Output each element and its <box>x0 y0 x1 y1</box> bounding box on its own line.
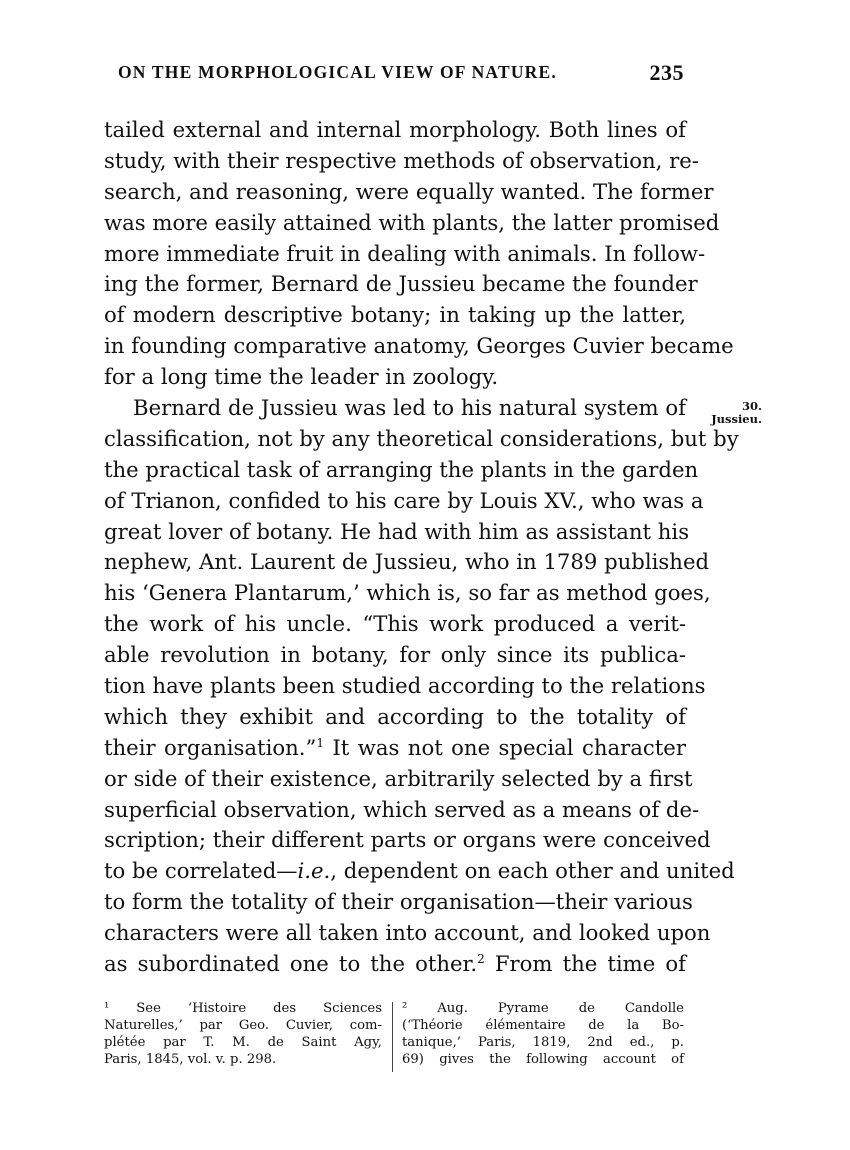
footnote-1 <box>104 1000 382 1068</box>
footnote-line: Paris, 1845, vol. v. p. 298. <box>104 1052 277 1067</box>
text-line: to form the totality of their organisation—their various <box>104 889 693 915</box>
text-line: great lover of botany. He had with him as assistant his <box>104 518 690 544</box>
text-line: scription; their different parts or organs were conceived <box>104 827 711 853</box>
running-head: ON THE MORPHOLOGICAL VIEW OF NATURE. <box>118 62 557 82</box>
footnote-line: plétée par T. M. de Saint Agy, <box>104 1035 382 1050</box>
text-line: ing the former, Bernard de Jussieu became the founder <box>104 271 698 297</box>
text-fragment: to be correlated— <box>104 858 298 884</box>
text-line: which they exhibit and according to the totality of <box>104 703 686 729</box>
footnote-divider <box>392 1002 393 1072</box>
footnote-line: tanique,’ Paris, 1819, 2nd ed., p. <box>402 1035 684 1050</box>
body-text <box>104 115 739 980</box>
text-line: study, with their respective methods of observation, re- <box>104 147 699 173</box>
text-line: of modern descriptive botany; in taking up the latter, <box>104 302 686 328</box>
text-line: search, and reasoning, were equally wanted. The former <box>104 178 714 204</box>
text-fragment: It was not one special character <box>323 734 686 760</box>
text-line: able revolution in botany, for only since its publica- <box>104 642 686 668</box>
footnote-line: (‘Théorie élémentaire de la Bo- <box>402 1018 684 1033</box>
text-line: the work of his uncle. “This work produced a verit- <box>104 611 686 637</box>
page-header <box>104 62 684 88</box>
text-line: in founding comparative anatomy, Georges Cuvier became <box>104 333 734 359</box>
text-line: tailed external and internal morphology. Both lines of <box>104 117 686 142</box>
text-line: was more easily attained with plants, the latter promised <box>104 209 720 235</box>
text-fragment: From the time of <box>484 951 686 977</box>
text-line <box>104 733 686 764</box>
text-line: his ‘Genera Plantarum,’ which is, so far as method goes, <box>104 580 711 606</box>
text-fragment: as subordinated one to the other. <box>104 951 478 977</box>
footnote-ref: 1 <box>316 735 324 750</box>
text-line: or side of their existence, arbitrarily selected by a first <box>104 765 693 791</box>
text-line: superficial observation, which served as a means of de- <box>104 796 700 822</box>
footnote-ref: 2 <box>477 952 485 967</box>
text-line: for a long time the leader in zoology. <box>104 364 499 390</box>
footnote-line: 69) gives the following account of <box>402 1052 684 1067</box>
footnote-line: ² Aug. Pyrame de Candolle <box>402 1001 684 1016</box>
margin-note <box>690 400 762 426</box>
text-line <box>104 949 686 980</box>
text-line: classification, not by any theoretical considerations, but by <box>104 425 739 451</box>
margin-note-label: Jussieu. <box>711 412 762 426</box>
text-line: Bernard de Jussieu was led to his natural system of <box>133 395 686 421</box>
text-fragment: their organisation.” <box>104 734 317 760</box>
text-line: the practical task of arranging the plants in the garden <box>104 456 699 482</box>
footnote-2 <box>402 1000 684 1068</box>
text-line: nephew, Ant. Laurent de Jussieu, who in 1789 published <box>104 549 710 575</box>
text-line: more immediate fruit in dealing with animals. In follow- <box>104 240 706 266</box>
text-line <box>104 856 735 887</box>
footnotes <box>104 1000 686 1080</box>
footnote-line: ¹ See ‘Histoire des Sciences <box>104 1001 382 1016</box>
margin-note-number: 30. <box>741 399 762 413</box>
page-number: 235 <box>649 60 684 85</box>
text-fragment: , dependent on each other and united <box>330 858 735 884</box>
text-line: of Trianon, confided to his care by Louis XV., who was a <box>104 487 704 513</box>
text-line: characters were all taken into account, and looked upon <box>104 920 711 946</box>
text-line: tion have plants been studied according to the relations <box>104 673 706 699</box>
footnote-line: Naturelles,’ par Geo. Cuvier, com- <box>104 1018 382 1033</box>
italic-abbrev: i.e. <box>297 858 331 884</box>
